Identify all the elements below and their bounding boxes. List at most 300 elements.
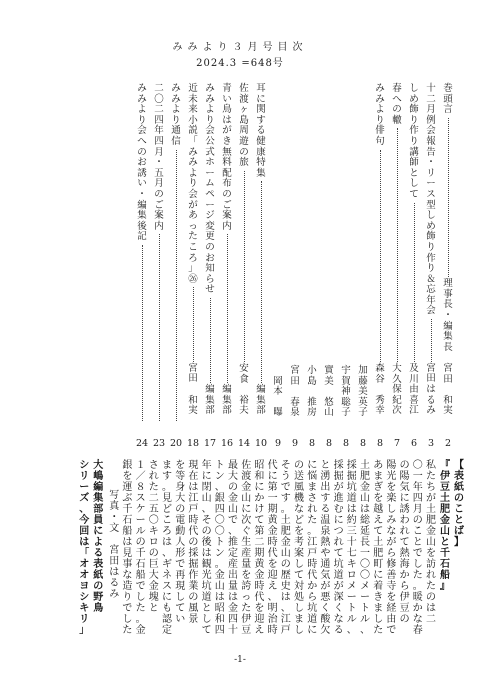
glyph: 金	[214, 570, 225, 581]
toc-entry[interactable]	[356, 84, 370, 419]
toc-entry[interactable]	[322, 84, 336, 419]
leader-dots	[193, 287, 194, 362]
glyph: 金	[440, 515, 450, 526]
glyph: 表	[454, 471, 464, 482]
essay-body-line	[332, 460, 346, 636]
glyph: 五	[148, 504, 159, 515]
glyph: 時	[307, 559, 318, 570]
glyph: 内	[222, 220, 232, 232]
glyph: 来	[188, 104, 198, 116]
glyph: 宮	[426, 362, 436, 374]
glyph: 深	[333, 592, 344, 603]
issue-number: 2024.3 =648号	[196, 58, 284, 69]
glyph: ぶ	[122, 493, 133, 504]
glyph: ー	[79, 482, 90, 493]
glyph: 悩	[307, 471, 318, 482]
glyph: 頭	[443, 93, 453, 105]
glyph: よ	[375, 104, 385, 116]
glyph: 船	[122, 526, 133, 537]
series-note	[77, 460, 91, 636]
glyph: １	[135, 460, 146, 471]
glyph: 式	[205, 146, 215, 158]
glyph: み	[188, 157, 198, 169]
glyph: 推	[307, 396, 317, 408]
glyph: 大	[148, 570, 159, 581]
glyph: る	[320, 504, 331, 515]
leader-dots	[244, 171, 245, 362]
toc-entry[interactable]	[441, 84, 455, 417]
glyph: が	[333, 482, 344, 493]
glyph: の	[148, 548, 159, 559]
glyph: 安	[239, 362, 249, 374]
glyph: や	[320, 548, 331, 559]
glyph: え	[373, 515, 384, 526]
glyph: 報	[426, 135, 436, 147]
glyph: 回	[79, 526, 90, 537]
glyph: が	[320, 581, 331, 592]
glyph: 型	[426, 199, 436, 211]
glyph: ー	[426, 178, 436, 190]
glyph: う	[280, 471, 291, 482]
glyph: た	[188, 231, 198, 243]
glyph: か	[412, 603, 423, 614]
glyph: て	[333, 548, 344, 559]
glyph: く	[333, 603, 344, 614]
glyph: 五	[154, 167, 164, 179]
glyph: を	[241, 570, 252, 581]
glyph: 春	[290, 396, 300, 408]
glyph: 在	[188, 471, 199, 482]
glyph: す	[320, 493, 331, 504]
glyph: 知	[205, 263, 215, 275]
glyph: 酸	[320, 614, 331, 625]
glyph: に	[256, 93, 266, 105]
essay-body-line	[384, 460, 398, 636]
glyph: 量	[241, 559, 252, 570]
glyph: 案	[154, 210, 164, 222]
glyph: 説	[188, 125, 198, 137]
glyph: ー	[205, 167, 215, 179]
glyph: き	[222, 135, 232, 147]
glyph: 宮	[443, 362, 453, 374]
glyph: オ	[79, 570, 90, 581]
glyph: 小	[188, 114, 198, 126]
glyph: 加	[358, 365, 368, 376]
glyph: の	[399, 614, 410, 625]
glyph: が	[426, 493, 436, 504]
glyph: 島	[307, 375, 317, 387]
glyph: 春	[412, 625, 423, 636]
toc-page-number: 16	[220, 438, 234, 449]
glyph: 健	[256, 135, 266, 147]
toc-entry[interactable]	[237, 84, 251, 417]
essay-body-line	[371, 460, 385, 636]
glyph: に	[93, 526, 104, 537]
glyph: 考	[294, 537, 304, 548]
glyph: と	[440, 537, 450, 548]
glyph: 進	[333, 493, 344, 504]
leader-dots	[397, 128, 398, 362]
toc-entry[interactable]	[152, 84, 166, 423]
glyph: ご	[154, 199, 164, 211]
glyph: 楽	[386, 493, 397, 504]
glyph: を	[175, 460, 186, 471]
glyph: を	[426, 548, 436, 559]
essay-body-line	[200, 460, 214, 636]
glyph: 飾	[409, 104, 419, 116]
glyph: な	[294, 504, 304, 515]
glyph: た	[426, 471, 436, 482]
glyph: 期	[267, 504, 278, 515]
glyph: 由	[386, 614, 397, 625]
glyph: 月	[154, 178, 164, 190]
essay-body-line	[266, 460, 280, 636]
glyph: 温	[320, 515, 331, 526]
glyph: た	[307, 515, 318, 526]
glyph: 例	[426, 114, 436, 126]
glyph: り	[375, 114, 385, 126]
glyph: へ	[137, 135, 147, 147]
glyph: 伊	[399, 592, 410, 603]
glyph: 「	[188, 135, 198, 147]
glyph: 熱	[399, 548, 410, 559]
glyph: 訪	[426, 559, 436, 570]
leader-dots	[448, 118, 449, 277]
glyph: し	[294, 603, 304, 614]
glyph: シ	[79, 460, 90, 471]
glyph: 喜	[409, 394, 419, 406]
essay-body-line	[239, 460, 253, 636]
glyph: 田	[188, 373, 198, 385]
glyph: 編	[93, 482, 104, 493]
glyph: 和	[254, 471, 265, 482]
glyph: へ	[392, 93, 402, 105]
glyph: 秀	[375, 394, 385, 406]
glyph: 紙	[93, 570, 104, 581]
glyph: 認	[162, 614, 172, 625]
toc-entry[interactable]	[169, 84, 183, 423]
toc-page-number: 9	[274, 438, 282, 449]
glyph: ト	[214, 460, 225, 471]
glyph: し	[135, 592, 146, 603]
glyph: 豆	[440, 482, 450, 493]
glyph: 、	[228, 526, 238, 537]
glyph: 〇	[360, 559, 370, 570]
glyph: ぎ	[373, 482, 384, 493]
glyph: 金	[241, 482, 252, 493]
glyph: 年	[154, 125, 164, 137]
glyph: 金	[360, 482, 370, 493]
glyph: 集	[443, 331, 453, 343]
glyph: 』	[440, 581, 450, 592]
glyph: で	[135, 581, 146, 592]
glyph: を	[122, 471, 133, 482]
glyph: 肥	[280, 526, 291, 537]
glyph: 理	[443, 278, 453, 290]
glyph: 石	[440, 559, 450, 570]
glyph: 山	[360, 493, 370, 504]
glyph: 見	[162, 493, 172, 504]
glyph: 掘	[346, 471, 357, 482]
glyph: 明	[267, 603, 278, 614]
glyph: こ	[454, 504, 464, 515]
toc-entry[interactable]	[254, 84, 268, 417]
glyph: ギ	[162, 559, 172, 570]
toc-page-number: 23	[152, 438, 166, 449]
glyph: 忘	[426, 284, 436, 296]
glyph: 渡	[239, 93, 249, 105]
glyph: の	[399, 460, 410, 471]
glyph: 塊	[148, 592, 159, 603]
leader-dots	[261, 181, 262, 383]
glyph: 十	[346, 537, 357, 548]
glyph: よ	[188, 167, 198, 179]
glyph: ペ	[205, 188, 215, 200]
glyph: が	[333, 581, 344, 592]
glyph: 十	[426, 83, 436, 94]
glyph: 実	[188, 405, 198, 417]
essay-credit	[107, 490, 121, 600]
glyph: 着	[373, 581, 384, 592]
toc-page-number: 2	[444, 438, 452, 449]
glyph: の	[205, 241, 215, 253]
glyph: 集	[222, 394, 232, 406]
glyph: が	[222, 125, 232, 137]
glyph: 会	[188, 188, 198, 200]
glyph: 藤	[358, 375, 368, 387]
glyph: は	[109, 567, 120, 578]
glyph: 量	[228, 581, 238, 592]
glyph: な	[333, 614, 344, 625]
glyph: 月	[412, 504, 423, 515]
glyph: な	[386, 526, 397, 537]
glyph: 時	[267, 537, 278, 548]
glyph: そ	[280, 460, 291, 471]
glyph: か	[399, 570, 410, 581]
toc-entry[interactable]	[288, 84, 302, 419]
glyph: オ	[79, 559, 90, 570]
glyph: し	[294, 625, 304, 636]
glyph: 江	[409, 405, 419, 417]
glyph: る	[426, 394, 436, 406]
glyph: っ	[241, 592, 252, 603]
glyph: 。	[214, 559, 225, 570]
toc-page-number: 8	[325, 438, 333, 449]
glyph: 作	[426, 252, 436, 264]
glyph: 田	[443, 373, 453, 385]
glyph: 月	[426, 104, 436, 116]
glyph: て	[409, 188, 419, 200]
glyph: 春	[392, 83, 402, 94]
toc-entry[interactable]	[220, 84, 234, 417]
toc-entry[interactable]	[135, 84, 149, 423]
glyph: 實	[324, 365, 334, 376]
glyph: 気	[399, 482, 410, 493]
toc-entry[interactable]	[203, 84, 217, 417]
glyph: 美	[324, 375, 334, 387]
toc-entry[interactable]	[373, 84, 387, 417]
toc-entry[interactable]	[407, 84, 421, 417]
glyph: 編	[256, 384, 266, 396]
glyph: ト	[360, 603, 370, 614]
glyph: 戸	[280, 625, 291, 636]
glyph: 誇	[241, 581, 252, 592]
glyph: 道	[307, 614, 318, 625]
toc-entry[interactable]	[186, 84, 200, 417]
glyph: に	[162, 592, 172, 603]
glyph: 部	[256, 405, 266, 417]
glyph: ・	[109, 512, 120, 523]
glyph: 句	[375, 135, 385, 147]
glyph: 〇	[360, 570, 370, 581]
glyph: に	[373, 570, 384, 581]
glyph	[107, 534, 121, 545]
glyph: て	[373, 526, 384, 537]
toc-entry[interactable]	[305, 84, 319, 419]
glyph: し	[412, 559, 423, 570]
glyph: 土	[440, 493, 450, 504]
glyph: ト	[346, 603, 357, 614]
glyph: む	[333, 504, 344, 515]
glyph: ／	[135, 471, 146, 482]
essay-body-line	[292, 460, 306, 636]
glyph: て	[294, 570, 304, 581]
glyph: 森	[375, 362, 385, 374]
glyph: 作	[188, 570, 199, 581]
glyph: と	[409, 167, 419, 179]
glyph: ケ	[135, 504, 146, 515]
glyph: 山	[214, 581, 225, 592]
toc-entry[interactable]	[424, 84, 438, 417]
glyph: 会	[137, 125, 147, 137]
glyph: 巨	[148, 559, 159, 570]
glyph: の	[137, 146, 147, 158]
glyph: リ	[79, 471, 90, 482]
glyph: 今	[79, 515, 90, 526]
glyph: 出	[228, 570, 238, 581]
glyph: 泉	[320, 526, 331, 537]
glyph: と	[148, 603, 159, 614]
toc-entry[interactable]	[271, 84, 285, 419]
glyph: ズ	[79, 493, 90, 504]
glyph: 月	[154, 146, 164, 158]
glyph: る	[256, 125, 266, 137]
glyph: こ	[162, 515, 172, 526]
glyph: 真	[109, 501, 120, 512]
glyph: 集	[256, 167, 266, 179]
glyph: 四	[214, 504, 225, 515]
glyph: 景	[188, 614, 199, 625]
toc-entry[interactable]	[390, 84, 404, 417]
essay-body-line	[411, 460, 425, 636]
glyph: 神	[341, 386, 351, 398]
glyph: に	[241, 504, 252, 515]
glyph: 送	[294, 471, 304, 482]
glyph: 掘	[333, 471, 344, 482]
glyph: と	[454, 515, 464, 526]
glyph: 見	[122, 548, 133, 559]
glyph: 実	[443, 405, 453, 417]
glyph: 、	[280, 603, 291, 614]
glyph: ネ	[162, 570, 172, 581]
glyph: 本	[273, 386, 283, 398]
leader-dots	[159, 234, 160, 421]
glyph: 公	[205, 135, 215, 147]
glyph: ジ	[205, 210, 215, 222]
glyph: 四	[154, 114, 164, 126]
glyph: 賀	[341, 375, 351, 387]
essay-body-line	[134, 460, 148, 636]
glyph: 出	[320, 482, 331, 493]
glyph: 十	[228, 625, 238, 636]
glyph: 定	[228, 548, 238, 559]
glyph: ま	[294, 614, 304, 625]
glyph: 嶋	[93, 471, 104, 482]
glyph: 江	[280, 614, 291, 625]
glyph: た	[135, 603, 146, 614]
glyph: 善	[386, 570, 397, 581]
glyph: 英	[358, 396, 368, 408]
glyph: 由	[409, 384, 419, 396]
glyph: 食	[239, 373, 249, 385]
glyph: 〇	[154, 93, 164, 105]
glyph: の	[135, 537, 146, 548]
glyph: 湧	[320, 471, 331, 482]
glyph: と	[412, 537, 423, 548]
glyph: 金	[148, 581, 159, 592]
leader-dots	[380, 150, 381, 362]
glyph: 変	[205, 220, 215, 232]
glyph: み	[137, 83, 147, 94]
toc-entry[interactable]	[339, 84, 353, 419]
glyph: を	[373, 493, 384, 504]
glyph: 欠	[320, 625, 331, 636]
glyph: は	[122, 537, 133, 548]
glyph: の	[175, 504, 186, 515]
glyph: 期	[254, 548, 265, 559]
glyph: 道	[201, 592, 212, 603]
glyph: 信	[171, 135, 181, 147]
glyph: お	[137, 157, 147, 169]
glyph: ル	[360, 614, 370, 625]
glyph: 道	[346, 493, 357, 504]
glyph: け	[254, 504, 265, 515]
glyph: 次	[392, 405, 402, 417]
glyph: 動	[175, 526, 186, 537]
glyph: 巻	[443, 83, 453, 94]
glyph: 長	[443, 299, 453, 311]
glyph: 渡	[241, 471, 252, 482]
glyph: 房	[307, 407, 317, 419]
glyph: 七	[346, 548, 357, 559]
glyph: し	[409, 178, 419, 190]
glyph: 肥	[440, 504, 450, 515]
glyph: ス	[162, 581, 172, 592]
glyph: み	[375, 83, 385, 94]
glyph: 耳	[256, 83, 266, 94]
glyph: た	[241, 603, 252, 614]
glyph: ー	[346, 592, 357, 603]
glyph: が	[188, 199, 198, 211]
glyph: 一	[267, 493, 278, 504]
glyph: た	[148, 482, 159, 493]
glyph: 佐	[239, 83, 249, 94]
glyph: ・	[426, 157, 436, 169]
glyph: 伊	[440, 471, 450, 482]
glyph: 銀	[122, 460, 133, 471]
glyph: ら	[205, 273, 215, 285]
glyph: 大	[392, 362, 402, 374]
